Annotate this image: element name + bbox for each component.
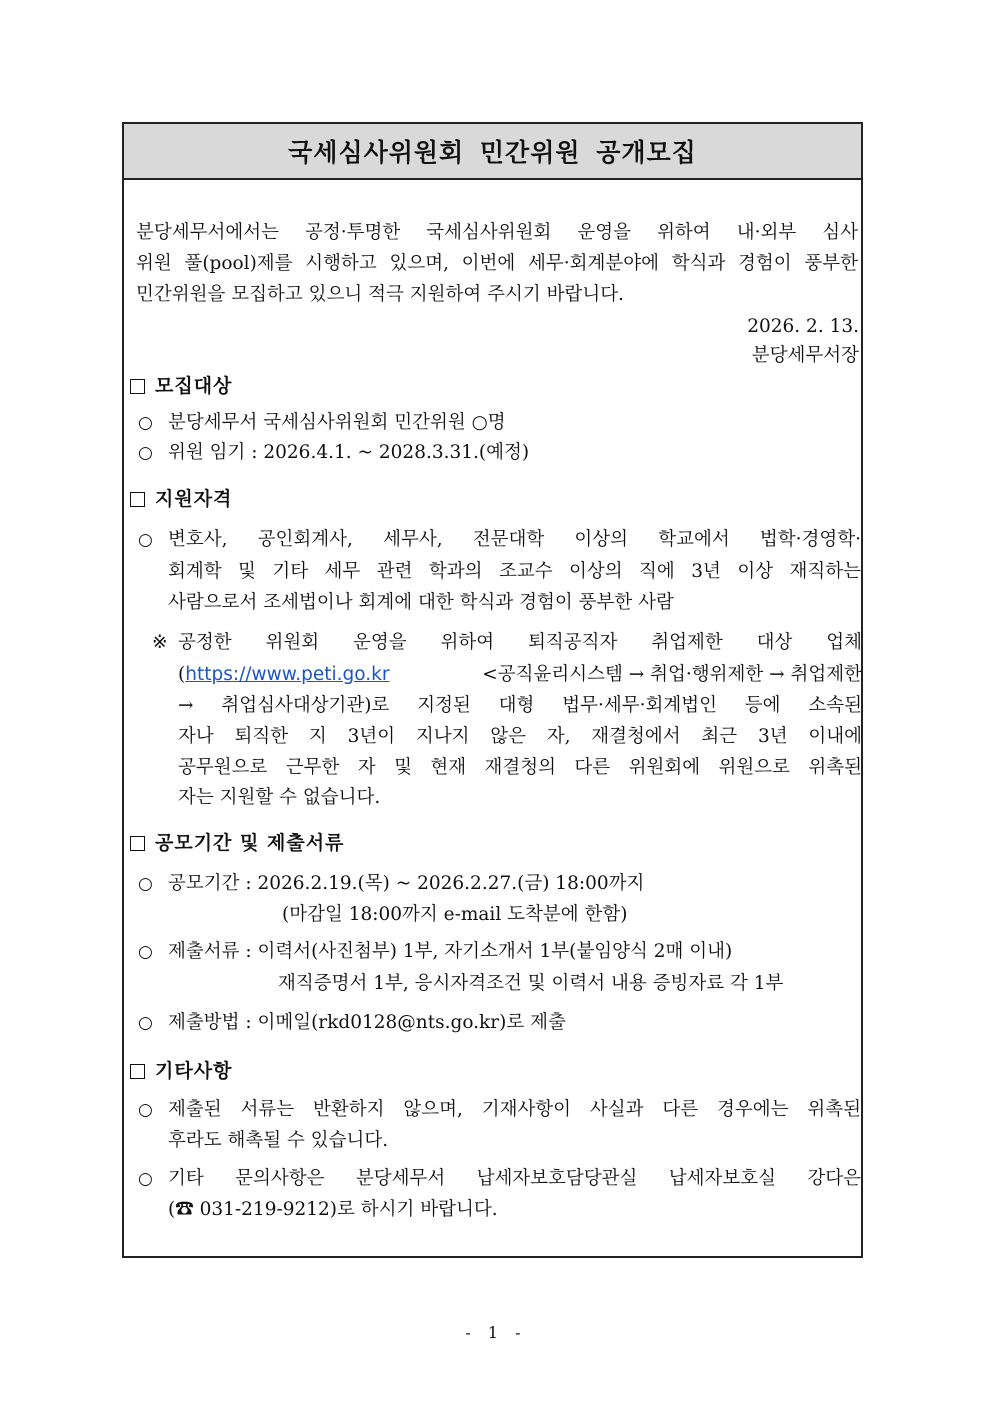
note-line-4: 자나 퇴직한 지 3년이 지나지 않은 자, 재결청에서 최근 3년 이내에 <box>178 726 862 747</box>
notice-signer: 분당세무서장 <box>751 345 859 366</box>
page-number: - 1 - <box>465 1323 527 1342</box>
bullet-icon: ○ <box>138 443 153 463</box>
note-line-2-rest: <공직윤리시스템 → 취업·행위제한 → 취업제한 <box>482 664 862 685</box>
bullet-icon: ○ <box>138 1169 153 1189</box>
bullet-icon: ○ <box>138 1013 153 1033</box>
title-bar <box>124 124 861 180</box>
section-period-heading <box>130 831 344 855</box>
intro-line-2: 위원 풀(pool)제를 시행하고 있으며, 이번에 세무·회계분야에 학식과 경험이 풍부한 <box>136 253 858 274</box>
checkbox-square-icon <box>130 379 145 394</box>
etc-item-1-line-2: 후라도 해촉될 수 있습니다. <box>168 1130 389 1151</box>
section-qualification-heading <box>130 487 232 511</box>
bullet-icon: ○ <box>138 874 153 894</box>
etc-item-1-line-1: 제출된 서류는 반환하지 않으며, 기재사항이 사실과 다른 경우에는 위촉된 <box>168 1099 861 1120</box>
checkbox-square-icon <box>130 492 145 507</box>
target-item-2: 위원 임기 : 2026.4.1. ~ 2028.3.31.(예정) <box>168 442 530 463</box>
docs-line: 제출서류 : 이력서(사진첨부) 1부, 자기소개서 1부(붙임양식 2매 이내) <box>168 941 733 962</box>
section-etc-heading <box>130 1059 232 1083</box>
note-line-3: → 취업심사대상기관)로 지정된 대형 법무·세무·회계법인 등에 소속된 <box>178 695 862 716</box>
peti-link[interactable]: https://www.peti.go.kr <box>185 664 390 685</box>
bullet-icon: ○ <box>138 413 153 433</box>
page-title: 국세심사위원회 민간위원 공개모집 <box>288 138 697 167</box>
note-line-5: 공무원으로 근무한 자 및 현재 재결청의 다른 위원회에 위원으로 위촉된 <box>178 757 862 778</box>
section-qualification-label: 지원자격 <box>155 488 233 510</box>
etc-item-2-line-1: 기타 문의사항은 분당세무서 납세자보호담당관실 납세자보호실 강다은 <box>168 1168 861 1189</box>
docs-sub-line: 재직증명서 1부, 응시자격조건 및 이력서 내용 증빙자료 각 1부 <box>278 973 784 994</box>
note-line-1: 공정한 위원회 운영을 위하여 퇴직공직자 취업제한 대상 업체 <box>178 632 862 653</box>
period-line: 공모기간 : 2026.2.19.(목) ~ 2026.2.27.(금) 18:00까지 <box>168 873 645 894</box>
note-line-2: (https://www.peti.go.kr <공직윤리시스템 → 취업·행위제한 → 취업제한 <box>178 664 862 685</box>
checkbox-square-icon <box>130 1064 145 1079</box>
etc-item-2-line-2: (☎ 031-219-9212)로 하시기 바랍니다. <box>168 1199 498 1220</box>
qualification-line-2: 회계학 및 기타 세무 관련 학과의 조교수 이상의 직에 3년 이상 재직하는 <box>168 561 861 582</box>
section-period-label: 공모기간 및 제출서류 <box>155 832 345 854</box>
intro-line-1: 분당세무서에서는 공정·투명한 국세심사위원회 운영을 위하여 내·외부 심사 <box>136 222 858 243</box>
section-target-label: 모집대상 <box>155 375 233 397</box>
bullet-icon: ○ <box>138 530 153 550</box>
target-item-1: 분당세무서 국세심사위원회 민간위원 ○명 <box>168 412 506 433</box>
section-etc-label: 기타사항 <box>155 1060 233 1082</box>
qualification-line-3: 사람으로서 조세법이나 회계에 대한 학식과 경험이 풍부한 사람 <box>168 592 674 613</box>
intro-line-3: 민간위원을 모집하고 있으니 적극 지원하여 주시기 바랍니다. <box>136 284 624 305</box>
period-sub-line: (마감일 18:00까지 e-mail 도착분에 한함) <box>282 904 628 925</box>
section-target-heading <box>130 374 232 398</box>
bullet-icon: ○ <box>138 942 153 962</box>
bullet-icon: ○ <box>138 1100 153 1120</box>
notice-frame <box>122 122 863 1258</box>
qualification-line-1: 변호사, 공인회계사, 세무사, 전문대학 이상의 학교에서 법학·경영학· <box>168 529 861 550</box>
note-mark: ※ <box>152 632 168 653</box>
note-line-6: 자는 지원할 수 없습니다. <box>178 787 381 808</box>
notice-date: 2026. 2. 13. <box>747 316 859 337</box>
method-line: 제출방법 : 이메일(rkd0128@nts.go.kr)로 제출 <box>168 1012 566 1033</box>
checkbox-square-icon <box>130 836 145 851</box>
